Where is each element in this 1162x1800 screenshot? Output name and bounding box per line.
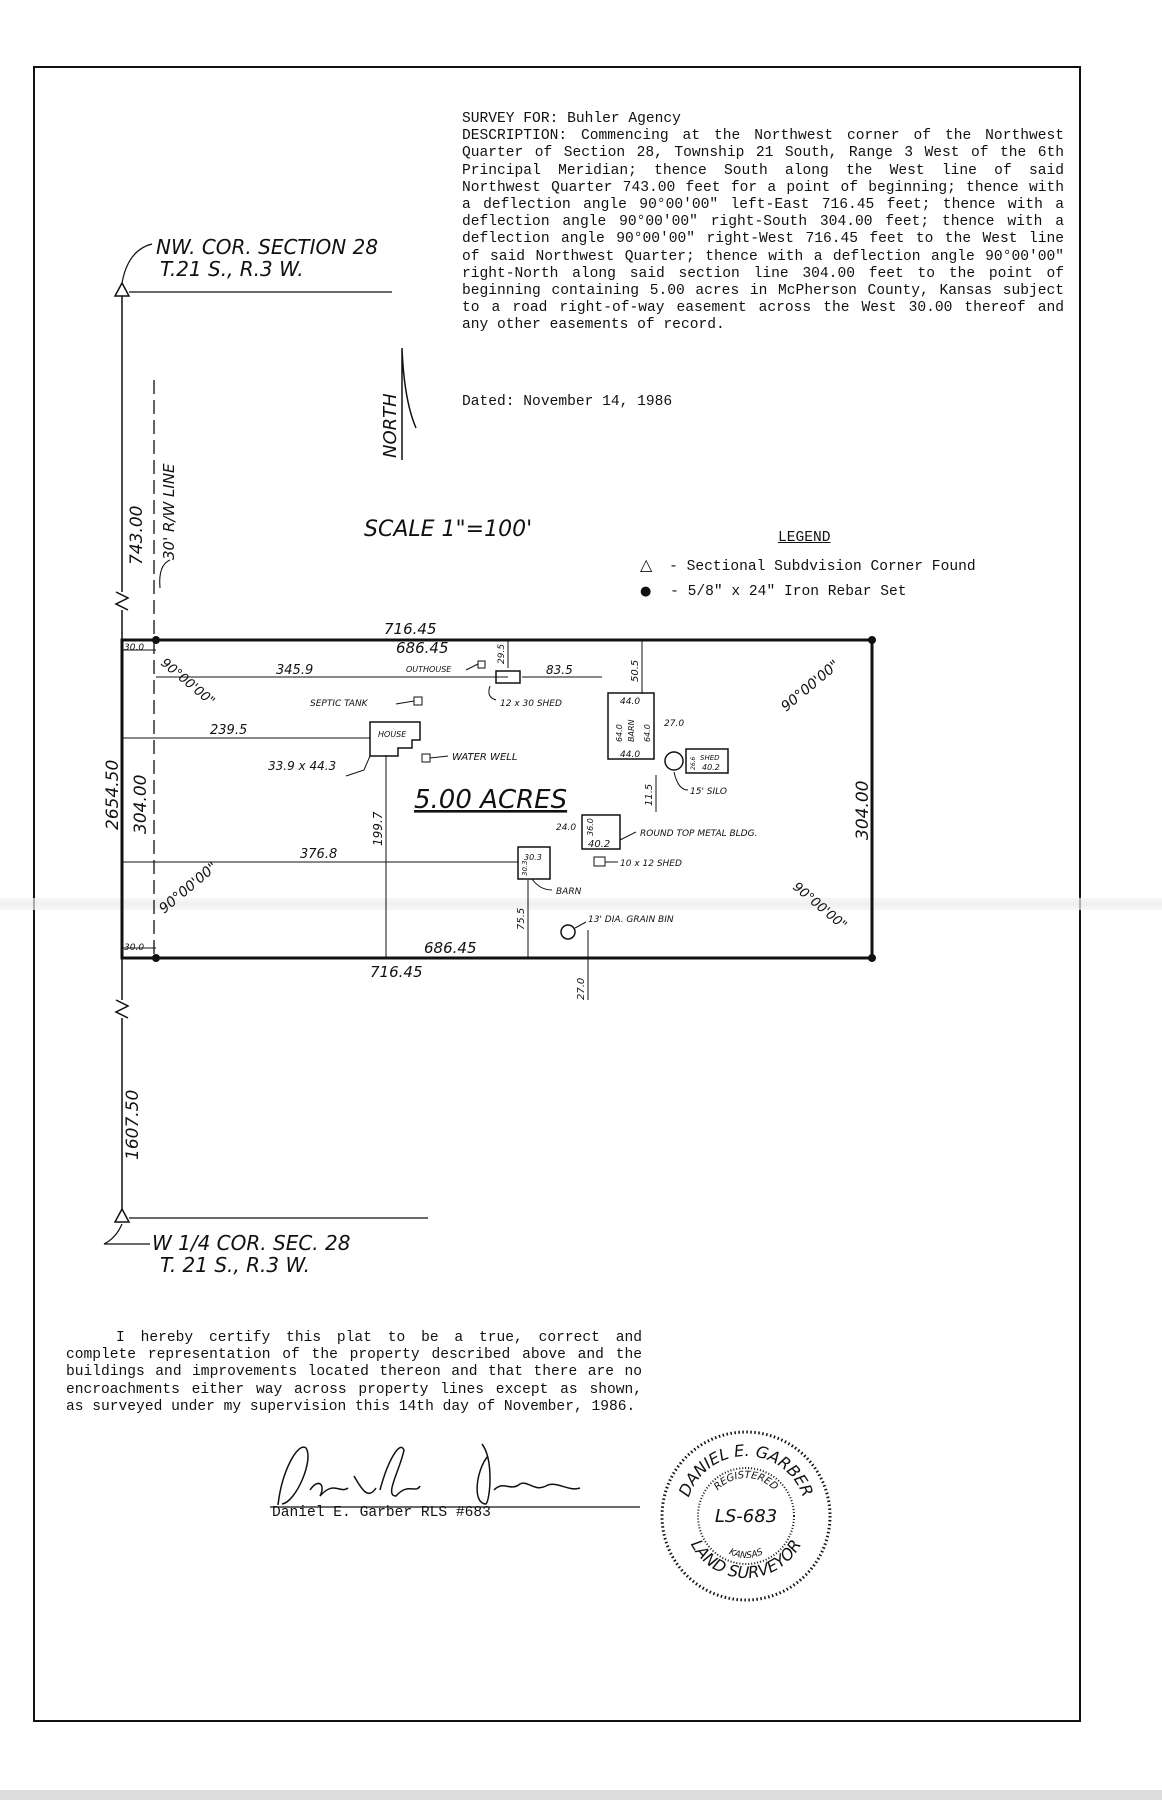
nw-corner-triangle [115, 283, 129, 296]
shed-small-label: SHED [700, 754, 720, 762]
outhouse-structure [478, 661, 485, 668]
north-arrow [402, 348, 416, 460]
dim-1997: 199.7 [371, 811, 385, 846]
dim-505: 50.5 [630, 659, 641, 682]
dim-2395: 239.5 [210, 723, 248, 738]
leader-roundtop [620, 832, 636, 840]
leader-barn2 [532, 879, 552, 890]
barn-w2: 44.0 [620, 750, 641, 760]
nw-corner-label-1: NW. COR. SECTION 28 [156, 235, 379, 259]
rw-line-label: 30' R/W LINE [160, 463, 178, 560]
septic-label: SEPTIC TANK [310, 699, 368, 709]
outhouse-label: OUTHOUSE [406, 665, 452, 674]
house-label: HOUSE [378, 730, 407, 739]
rebar-nw [153, 637, 160, 644]
w-quarter-triangle [115, 1209, 129, 1222]
w-quarter-label-1: W 1/4 COR. SEC. 28 [152, 1231, 351, 1255]
leader-grain [575, 922, 586, 928]
rebar-sw [153, 955, 160, 962]
silo-structure [665, 752, 683, 770]
dim-2654: 2654.50 [103, 759, 123, 830]
barn-label: BARN [627, 719, 636, 742]
seal-state: KANSAS [727, 1547, 765, 1562]
dim-270: 27.0 [576, 977, 587, 1000]
nw-corner-label-2: T.21 S., R.3 W. [160, 257, 304, 281]
dim-755: 75.5 [516, 907, 527, 930]
dim-1607: 1607.50 [123, 1089, 143, 1160]
triangle-icon: △ [640, 555, 653, 574]
dim-115: 11.5 [644, 783, 655, 806]
dim-835: 83.5 [546, 663, 573, 677]
dim-743: 743.00 [127, 505, 147, 565]
angle-ne: 90°00'00" [778, 657, 843, 716]
dim-3768: 376.8 [300, 847, 338, 862]
angle-sw: 90°00'00" [156, 859, 221, 918]
barn-h: 64.0 [615, 724, 624, 742]
water-well-structure [422, 754, 430, 762]
barn2-w: 30.3 [524, 853, 542, 862]
angle-se: 90°00'00" [789, 879, 850, 934]
dim-68645-bottom: 686.45 [424, 939, 477, 957]
w-quarter-leader [104, 1224, 150, 1244]
dim-295: 29.5 [497, 643, 507, 664]
shed-small-w: 40.2 [702, 763, 720, 772]
round-top-label: ROUND TOP METAL BLDG. [640, 829, 758, 839]
certification-text: I hereby certify this plat to be a true, correct and complete representation of the property described above and the buildings and improvements located thereon and that there are no encroachments either way across property lines except as shown, as surveyed under my supervision this 14th day of November, 1986. [66, 1330, 642, 1415]
break-mark-lower [116, 1000, 128, 1018]
rt-h: 36.0 [586, 818, 595, 836]
dim-304-left: 304.00 [131, 774, 151, 834]
water-well-label: WATER WELL [452, 752, 518, 763]
house-structure [370, 722, 420, 756]
dim-304-right: 304.00 [853, 780, 873, 840]
surveyor-seal [656, 1426, 836, 1606]
seal-registered: REGISTERED [712, 1469, 780, 1493]
grain-bin-label: 13' DIA. GRAIN BIN [588, 915, 674, 925]
signer-name: Daniel E. Garber RLS #683 [272, 1505, 491, 1521]
survey-date: Dated: November 14, 1986 [462, 394, 673, 410]
dim-68645-top: 686.45 [396, 639, 449, 657]
rebar-dot-icon: ● [640, 584, 652, 599]
dim-270b: 27.0 [664, 719, 685, 729]
north-label: NORTH [380, 393, 401, 458]
legend-text-rebar: - 5/8" x 24" Iron Rebar Set [670, 584, 907, 600]
shed-small-h: 26.6 [690, 756, 697, 770]
dim-3459: 345.9 [276, 663, 314, 678]
legend-title: LEGEND [778, 530, 831, 546]
leader-outhouse [466, 664, 478, 670]
rt-w: 40.2 [588, 839, 611, 850]
acres-label: 5.00 ACRES [414, 785, 568, 815]
legend-text-corner: - Sectional Subdvision Corner Found [669, 559, 976, 575]
barn2-h: 30.3 [521, 860, 529, 876]
shed-10x12-label: 10 x 12 SHED [620, 859, 682, 869]
w-quarter-label-2: T. 21 S., R.3 W. [160, 1253, 310, 1277]
seal-name: DANIEL E. GARBER [674, 1440, 818, 1500]
seal-title: LAND SURVEYOR [687, 1536, 805, 1583]
leader-house [346, 756, 370, 776]
signature-scribble [278, 1444, 580, 1505]
leader-septic [396, 701, 414, 704]
septic-tank-structure [414, 697, 422, 705]
shed-12x30-label: 12 x 30 SHED [500, 699, 562, 709]
angle-nw: 90°00'00" [157, 655, 218, 710]
dim-240: 24.0 [556, 823, 577, 833]
break-mark-upper [116, 592, 128, 610]
rebar-ne [869, 637, 876, 644]
leader-silo [674, 772, 688, 790]
barn-h2: 64.0 [643, 724, 652, 742]
dim-71645-top: 716.45 [384, 620, 437, 638]
leader-well [430, 756, 448, 758]
barn2-label: BARN [556, 887, 582, 897]
grain-bin-structure [561, 925, 575, 939]
house-size: 33.9 x 44.3 [268, 759, 337, 773]
rw-line-leader [160, 560, 170, 588]
dim-71645-bottom: 716.45 [370, 963, 423, 981]
survey-for: SURVEY FOR: Buhler Agency [462, 111, 681, 127]
scale-label: SCALE 1"=100' [364, 517, 533, 542]
survey-description: DESCRIPTION: Commencing at the Northwest corner of the Northwest Quarter of Section 28, Township 21 South, Range 3 West of the 6th Principal Meridian; thence South along the West line of said Northwest Quarter 743.00 feet for a point of beginning; thence with a deflection angle 90°00'00" left-East 716.45 feet; thence with a deflection angle 90°00'00" right-South 304.00 feet; thence with a deflection angle 90°00'00" right-West 716.45 feet to the West line of said Northwest Quarter; thence with a deflection angle 90°00'00" right-North along said section line 304.00 feet to the point of beginning containing 5.00 acres in McPherson County, Kansas subject to a road right-of-way easement across the West 30.00 thereof and any other easements of record. [462, 128, 1064, 334]
dim-30-top: 30.0 [124, 643, 145, 653]
rebar-se [869, 955, 876, 962]
silo-label: 15' SILO [690, 787, 727, 797]
dim-30-bottom: 30.0 [124, 943, 145, 953]
nw-corner-leader [122, 244, 152, 283]
leader-shed [489, 686, 496, 700]
certification-block [66, 1330, 642, 1416]
shed-10x12-structure [594, 857, 605, 866]
barn-w: 44.0 [620, 697, 641, 707]
seal-license: LS-683 [714, 1506, 778, 1527]
